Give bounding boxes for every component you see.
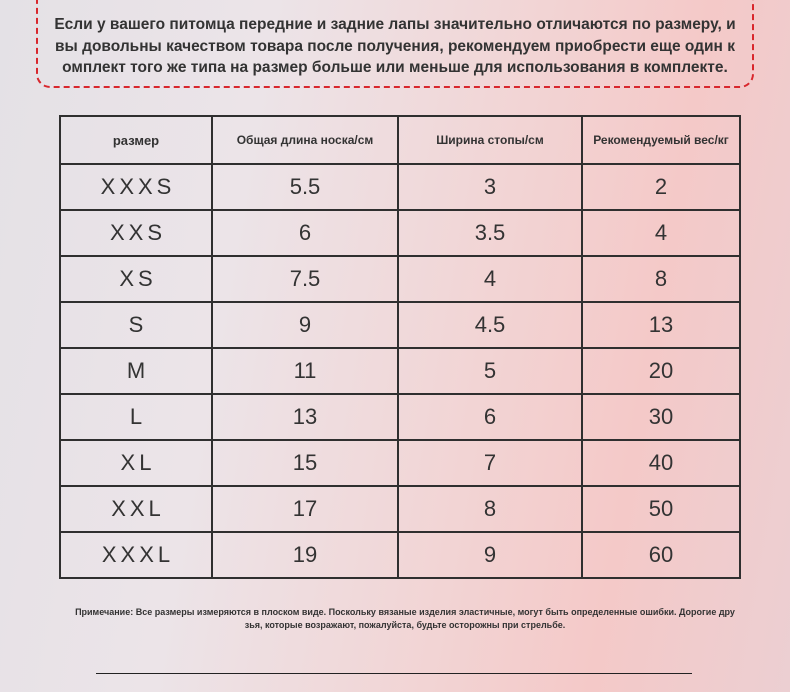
header-size: размер bbox=[60, 116, 212, 164]
footnote-line: Примечание: Все размеры измеряются в плоском виде. Поскольку вязаные изделия эластичные, могут быть определенные ошибки. Дорогие дру bbox=[75, 607, 735, 617]
cell-sock-length: 15 bbox=[212, 440, 398, 486]
cell-weight: 30 bbox=[582, 394, 740, 440]
table-row bbox=[60, 440, 740, 486]
cell-foot-width: 6 bbox=[398, 394, 582, 440]
cell-sock-length: 17 bbox=[212, 486, 398, 532]
cell-foot-width: 3.5 bbox=[398, 210, 582, 256]
notice-line: вы довольны качеством товара после получения, рекомендуем приобрести еще один к bbox=[55, 37, 735, 55]
header-sock-length: Общая длина носка/см bbox=[212, 116, 398, 164]
table-row bbox=[60, 394, 740, 440]
cell-sock-length: 5.5 bbox=[212, 164, 398, 210]
header-recommended-weight: Рекомендуемый вес/кг bbox=[582, 116, 740, 164]
table-row bbox=[60, 348, 740, 394]
cell-sock-length: 11 bbox=[212, 348, 398, 394]
cell-size: XXL bbox=[60, 486, 212, 532]
cell-foot-width: 9 bbox=[398, 532, 582, 578]
cell-foot-width: 8 bbox=[398, 486, 582, 532]
notice-box bbox=[36, 0, 754, 88]
cell-weight: 50 bbox=[582, 486, 740, 532]
cell-weight: 4 bbox=[582, 210, 740, 256]
cell-size: S bbox=[60, 302, 212, 348]
cell-weight: 60 bbox=[582, 532, 740, 578]
cell-sock-length: 7.5 bbox=[212, 256, 398, 302]
cell-size: XXS bbox=[60, 210, 212, 256]
cell-size: XS bbox=[60, 256, 212, 302]
table-row bbox=[60, 164, 740, 210]
cell-weight: 20 bbox=[582, 348, 740, 394]
cell-size: XXXS bbox=[60, 164, 212, 210]
footnote-line: зья, которые возражают, пожалуйста, будьте осторожны при стрельбе. bbox=[244, 620, 566, 630]
cell-size: L bbox=[60, 394, 212, 440]
cell-weight: 2 bbox=[582, 164, 740, 210]
table-row bbox=[60, 210, 740, 256]
cell-sock-length: 6 bbox=[212, 210, 398, 256]
table-header-row bbox=[60, 116, 740, 164]
cell-foot-width: 4 bbox=[398, 256, 582, 302]
cell-size: XL bbox=[60, 440, 212, 486]
cell-sock-length: 9 bbox=[212, 302, 398, 348]
size-chart-table bbox=[59, 115, 741, 579]
table-row bbox=[60, 256, 740, 302]
footnote bbox=[40, 606, 770, 632]
cell-foot-width: 7 bbox=[398, 440, 582, 486]
notice-line: Если у вашего питомца передние и задние лапы значительно отличаются по размеру, и bbox=[54, 16, 736, 33]
cell-weight: 40 bbox=[582, 440, 740, 486]
notice-line: омплект того же типа на размер больше или меньше для использования в комплекте. bbox=[62, 59, 728, 76]
bottom-divider bbox=[96, 673, 692, 674]
cell-weight: 8 bbox=[582, 256, 740, 302]
table-row bbox=[60, 532, 740, 578]
table-row bbox=[60, 486, 740, 532]
cell-size: XXXL bbox=[60, 532, 212, 578]
header-foot-width: Ширина стопы/см bbox=[398, 116, 582, 164]
table-row bbox=[60, 302, 740, 348]
cell-foot-width: 3 bbox=[398, 164, 582, 210]
cell-foot-width: 4.5 bbox=[398, 302, 582, 348]
cell-size: M bbox=[60, 348, 212, 394]
cell-weight: 13 bbox=[582, 302, 740, 348]
cell-sock-length: 13 bbox=[212, 394, 398, 440]
cell-sock-length: 19 bbox=[212, 532, 398, 578]
cell-foot-width: 5 bbox=[398, 348, 582, 394]
